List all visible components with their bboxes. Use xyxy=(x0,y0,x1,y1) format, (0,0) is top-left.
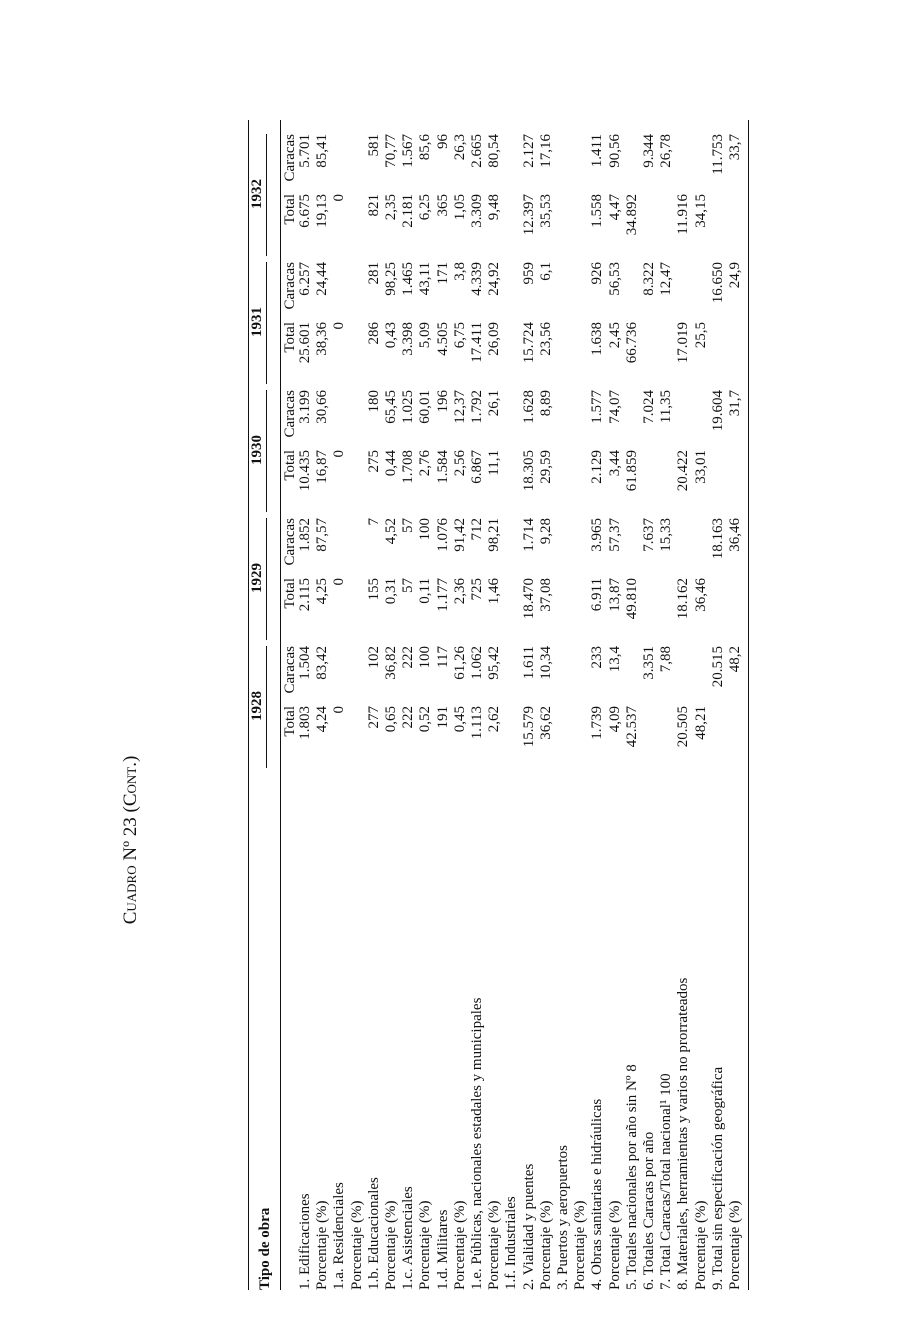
subheader-caracas: Caracas xyxy=(282,390,298,438)
table-cell: 2.129 xyxy=(589,450,606,484)
year-header-1931: 1931 xyxy=(249,307,265,337)
table-cell: 0,31 xyxy=(383,578,399,605)
table-cell: 7.637 xyxy=(641,518,657,552)
table-cell: 57,37 xyxy=(606,518,623,552)
table-cell: 2,35 xyxy=(383,194,399,221)
table-cell: 6.675 xyxy=(297,194,313,228)
table-cell: 4.505 xyxy=(434,322,451,356)
table-cell: 20.422 xyxy=(675,450,692,492)
table-cell: 34,15 xyxy=(692,194,709,228)
table-cell: 17.019 xyxy=(675,322,692,364)
table-cell: 31,7 xyxy=(727,390,743,417)
table-cell: 10.435 xyxy=(297,450,313,492)
table-cell: 16.650 xyxy=(709,262,726,304)
table-cell: 11.916 xyxy=(675,194,692,235)
table-cell: 35,53 xyxy=(537,194,554,228)
table-cell: 49.810 xyxy=(623,578,640,620)
table-cell: 100 xyxy=(417,646,434,669)
row-label: Porcentaje (%) xyxy=(572,1200,589,1290)
table-bottom-rule xyxy=(748,120,749,1290)
table-cell: 1.803 xyxy=(297,706,313,740)
table-cell: 365 xyxy=(434,194,451,217)
table-cell: 33,7 xyxy=(727,134,743,161)
subheader-total: Total xyxy=(282,322,298,353)
table-cell: 102 xyxy=(365,646,382,669)
table-cell: 18.163 xyxy=(709,518,726,560)
table-cell: 155 xyxy=(365,578,382,601)
table-cell: 3.398 xyxy=(400,322,417,356)
table-cell: 4,25 xyxy=(314,578,331,605)
table-cell: 0 xyxy=(331,578,348,586)
table-cell: 1.558 xyxy=(589,194,606,228)
table-cell: 29,59 xyxy=(537,450,554,484)
table-cell: 2,76 xyxy=(417,450,434,477)
table-cell: 24,92 xyxy=(486,262,503,296)
subheader-total: Total xyxy=(282,706,298,737)
table-cell: 43,11 xyxy=(417,262,434,296)
table-cell: 11,1 xyxy=(486,450,503,476)
table-cell: 1.611 xyxy=(520,646,537,680)
table-cell: 13,87 xyxy=(606,578,623,612)
table-cell: 4,47 xyxy=(606,194,623,221)
table-cell: 1.567 xyxy=(400,134,417,168)
table-cell: 1.714 xyxy=(520,518,537,552)
table-cell: 12,37 xyxy=(451,390,468,424)
table-cell: 821 xyxy=(365,194,382,217)
table-cell: 57 xyxy=(400,578,417,593)
year-header-1928: 1928 xyxy=(249,691,265,721)
table-cell: 30,66 xyxy=(314,390,331,424)
table-cell: 18.162 xyxy=(675,578,692,620)
table-cell: 20.505 xyxy=(675,706,692,748)
table-cell: 87,57 xyxy=(314,518,331,552)
table-cell: 85,6 xyxy=(417,134,434,161)
table-cell: 57 xyxy=(400,518,417,533)
row-label: Porcentaje (%) xyxy=(314,1200,331,1290)
row-label: Porcentaje (%) xyxy=(417,1200,434,1290)
table-cell: 36,82 xyxy=(383,646,399,680)
table-cell: 2.665 xyxy=(469,134,485,168)
row-label: 1.b. Educacionales xyxy=(365,1177,382,1290)
data-table xyxy=(248,120,758,1290)
table-cell: 233 xyxy=(589,646,606,669)
table-cell: 80,54 xyxy=(486,134,503,168)
table-cell: 3.309 xyxy=(469,194,485,228)
table-cell: 3.199 xyxy=(297,390,313,424)
table-cell: 13,4 xyxy=(606,646,623,673)
table-cell: 98,21 xyxy=(486,518,503,552)
table-cell: 60,01 xyxy=(417,390,434,424)
column-header-tipo-de-obra: Tipo de obra xyxy=(257,1207,273,1290)
table-cell: 581 xyxy=(365,134,382,157)
table-cell: 1.025 xyxy=(400,390,417,424)
table-cell: 0 xyxy=(331,322,348,330)
table-cell: 6,75 xyxy=(451,322,468,349)
table-cell: 1.076 xyxy=(434,518,451,552)
table-cell: 70,77 xyxy=(383,134,399,168)
row-label: Porcentaje (%) xyxy=(692,1200,709,1290)
table-cell: 11,35 xyxy=(658,390,675,424)
table-cell: 1.852 xyxy=(297,518,313,552)
row-label: 1.c. Asistenciales xyxy=(400,1186,417,1290)
table-cell: 0 xyxy=(331,450,348,458)
table-cell: 37,08 xyxy=(537,578,554,612)
table-cell: 56,53 xyxy=(606,262,623,296)
row-label: 1.a. Residenciales xyxy=(331,1182,348,1290)
row-label: Porcentaje (%) xyxy=(486,1200,503,1290)
table-cell: 36,62 xyxy=(537,706,554,740)
table-cell: 1.628 xyxy=(520,390,537,424)
table-cell: 20.515 xyxy=(709,646,726,688)
table-cell: 6,25 xyxy=(417,194,434,221)
table-cell: 1,46 xyxy=(486,578,503,605)
table-cell: 6.257 xyxy=(297,262,313,296)
table-cell: 11.753 xyxy=(709,134,726,175)
table-cell: 65,45 xyxy=(383,390,399,424)
table-cell: 1.177 xyxy=(434,578,451,612)
table-cell: 222 xyxy=(400,646,417,669)
table-cell: 1,05 xyxy=(451,194,468,221)
table-cell: 1.792 xyxy=(469,390,485,424)
table-cell: 74,07 xyxy=(606,390,623,424)
row-label: 5. Totales nacionales por año sin Nº 8 xyxy=(623,1064,640,1290)
table-cell: 36,46 xyxy=(727,518,743,552)
table-cell: 275 xyxy=(365,450,382,473)
table-cell: 12,47 xyxy=(658,262,675,296)
row-label: 1.e. Públicas, nacionales estadales y municipales xyxy=(469,997,485,1290)
table-cell: 7.024 xyxy=(641,390,657,424)
table-cell: 926 xyxy=(589,262,606,285)
table-cell: 0,52 xyxy=(417,706,434,733)
table-cell: 66.736 xyxy=(623,322,640,364)
subheader-caracas: Caracas xyxy=(282,518,298,566)
row-label: 6. Totales Caracas por año xyxy=(641,1131,657,1290)
table-cell: 25.601 xyxy=(297,322,313,364)
table-cell: 8,89 xyxy=(537,390,554,417)
table-cell: 0,43 xyxy=(383,322,399,349)
table-cell: 2,56 xyxy=(451,450,468,477)
table-cell: 7 xyxy=(365,518,382,526)
table-cell: 8.322 xyxy=(641,262,657,296)
table-cell: 3,8 xyxy=(451,262,468,281)
table-cell: 26,1 xyxy=(486,390,503,417)
table-cell: 2.115 xyxy=(297,578,313,612)
table-cell: 33,01 xyxy=(692,450,709,484)
row-label: Porcentaje (%) xyxy=(727,1200,743,1290)
subheader-total: Total xyxy=(282,194,298,225)
table-cell: 2,45 xyxy=(606,322,623,349)
table-cell: 712 xyxy=(469,518,485,541)
year-underline xyxy=(266,390,267,512)
year-underline xyxy=(266,518,267,640)
table-cell: 96 xyxy=(434,134,451,149)
row-label: Porcentaje (%) xyxy=(451,1200,468,1290)
table-cell: 95,42 xyxy=(486,646,503,680)
year-header-1929: 1929 xyxy=(249,563,265,593)
table-cell: 4.339 xyxy=(469,262,485,296)
subheader-total: Total xyxy=(282,578,298,609)
subheader-caracas: Caracas xyxy=(282,262,298,310)
header-bottom-rule xyxy=(280,120,281,1290)
table-cell: 15.724 xyxy=(520,322,537,364)
table-cell: 222 xyxy=(400,706,417,729)
table-cell: 2.181 xyxy=(400,194,417,228)
table-cell: 196 xyxy=(434,390,451,413)
table-cell: 48,2 xyxy=(727,646,743,673)
table-cell: 1.113 xyxy=(469,706,485,740)
table-cell: 85,41 xyxy=(314,134,331,168)
table-cell: 18.305 xyxy=(520,450,537,492)
table-caption: Cuadro Nº 23 (Cont.) xyxy=(120,755,141,925)
table-cell: 15.579 xyxy=(520,706,537,748)
table-cell: 5,09 xyxy=(417,322,434,349)
table-cell: 0,11 xyxy=(417,578,434,604)
table-cell: 0,45 xyxy=(451,706,468,733)
table-cell: 4,24 xyxy=(314,706,331,733)
table-cell: 10,34 xyxy=(537,646,554,680)
row-label: 1.d. Militares xyxy=(434,1209,451,1290)
table-cell: 1.411 xyxy=(589,134,606,168)
table-cell: 17,16 xyxy=(537,134,554,168)
table-cell: 34.892 xyxy=(623,194,640,236)
table-cell: 48,21 xyxy=(692,706,709,740)
table-cell: 38,36 xyxy=(314,322,331,356)
table-cell: 286 xyxy=(365,322,382,345)
row-label: 1.f. Industriales xyxy=(503,1196,520,1290)
table-cell: 26,09 xyxy=(486,322,503,356)
table-cell: 15,33 xyxy=(658,518,675,552)
year-underline xyxy=(266,262,267,384)
row-label: Porcentaje (%) xyxy=(606,1200,623,1290)
table-cell: 26,3 xyxy=(451,134,468,161)
table-cell: 959 xyxy=(520,262,537,285)
table-cell: 1.504 xyxy=(297,646,313,680)
table-cell: 91,42 xyxy=(451,518,468,552)
table-cell: 19.604 xyxy=(709,390,726,432)
table-cell: 7,88 xyxy=(658,646,675,673)
table-cell: 18.470 xyxy=(520,578,537,620)
row-label: Porcentaje (%) xyxy=(537,1200,554,1290)
table-cell: 0,65 xyxy=(383,706,399,733)
subheader-caracas: Caracas xyxy=(282,134,298,182)
table-cell: 281 xyxy=(365,262,382,285)
table-cell: 19,13 xyxy=(314,194,331,228)
year-header-1932: 1932 xyxy=(249,179,265,209)
table-cell: 6,1 xyxy=(537,262,554,281)
table-cell: 117 xyxy=(434,646,451,668)
table-cell: 2,36 xyxy=(451,578,468,605)
row-label: 3. Puertos y aeropuertos xyxy=(555,1145,571,1290)
table-cell: 61,26 xyxy=(451,646,468,680)
year-underline xyxy=(266,646,267,768)
table-cell: 36,46 xyxy=(692,578,709,612)
row-label: 4. Obras sanitarias e hidráulicas xyxy=(589,1098,606,1290)
table-cell: 25,5 xyxy=(692,322,709,349)
table-cell: 83,42 xyxy=(314,646,331,680)
table-cell: 16,87 xyxy=(314,450,331,484)
table-cell: 9.344 xyxy=(641,134,657,168)
table-cell: 98,25 xyxy=(383,262,399,296)
row-label: Porcentaje (%) xyxy=(383,1200,399,1290)
table-cell: 6.911 xyxy=(589,578,606,612)
year-underline xyxy=(266,134,267,256)
row-label: Porcentaje (%) xyxy=(348,1200,365,1290)
table-cell: 0 xyxy=(331,706,348,714)
table-cell: 24,9 xyxy=(727,262,743,289)
table-cell: 61.859 xyxy=(623,450,640,492)
table-cell: 1.739 xyxy=(589,706,606,740)
table-cell: 12.397 xyxy=(520,194,537,236)
table-cell: 2,62 xyxy=(486,706,503,733)
row-label: 8. Materiales, herramientas y varios no prorrateados xyxy=(675,977,692,1290)
subheader-total: Total xyxy=(282,450,298,481)
table-cell: 180 xyxy=(365,390,382,413)
table-cell: 171 xyxy=(434,262,451,285)
table-cell: 3.965 xyxy=(589,518,606,552)
table-cell: 191 xyxy=(434,706,451,729)
table-cell: 1.577 xyxy=(589,390,606,424)
table-cell: 0,44 xyxy=(383,450,399,477)
table-cell: 9,48 xyxy=(486,194,503,221)
table-cell: 9,28 xyxy=(537,518,554,545)
table-cell: 17.411 xyxy=(469,322,485,363)
table-cell: 1.465 xyxy=(400,262,417,296)
table-cell: 26,78 xyxy=(658,134,675,168)
table-cell: 1.708 xyxy=(400,450,417,484)
table-cell: 0 xyxy=(331,194,348,202)
subheader-caracas: Caracas xyxy=(282,646,298,694)
table-cell: 2.127 xyxy=(520,134,537,168)
table-cell: 3,44 xyxy=(606,450,623,477)
table-cell: 42.537 xyxy=(623,706,640,748)
row-label: 2. Vialidad y puentes xyxy=(520,1163,537,1290)
table-cell: 725 xyxy=(469,578,485,601)
row-label: 1. Edificaciones xyxy=(297,1193,313,1290)
row-label: 7. Total Caracas/Total nacional¹ 100 xyxy=(658,1073,675,1290)
table-cell: 1.062 xyxy=(469,646,485,680)
table-cell: 6.867 xyxy=(469,450,485,484)
table-cell: 1.638 xyxy=(589,322,606,356)
table-cell: 277 xyxy=(365,706,382,729)
table-cell: 24,44 xyxy=(314,262,331,296)
table-cell: 5.701 xyxy=(297,134,313,168)
row-label: 9. Total sin especificación geográfica xyxy=(709,1066,726,1290)
table-cell: 4,09 xyxy=(606,706,623,733)
table-cell: 23,56 xyxy=(537,322,554,356)
table-cell: 90,56 xyxy=(606,134,623,168)
table-cell: 4,52 xyxy=(383,518,399,545)
table-cell: 1.584 xyxy=(434,450,451,484)
table-cell: 3.351 xyxy=(641,646,657,680)
year-header-1930: 1930 xyxy=(249,435,265,465)
table-cell: 100 xyxy=(417,518,434,541)
